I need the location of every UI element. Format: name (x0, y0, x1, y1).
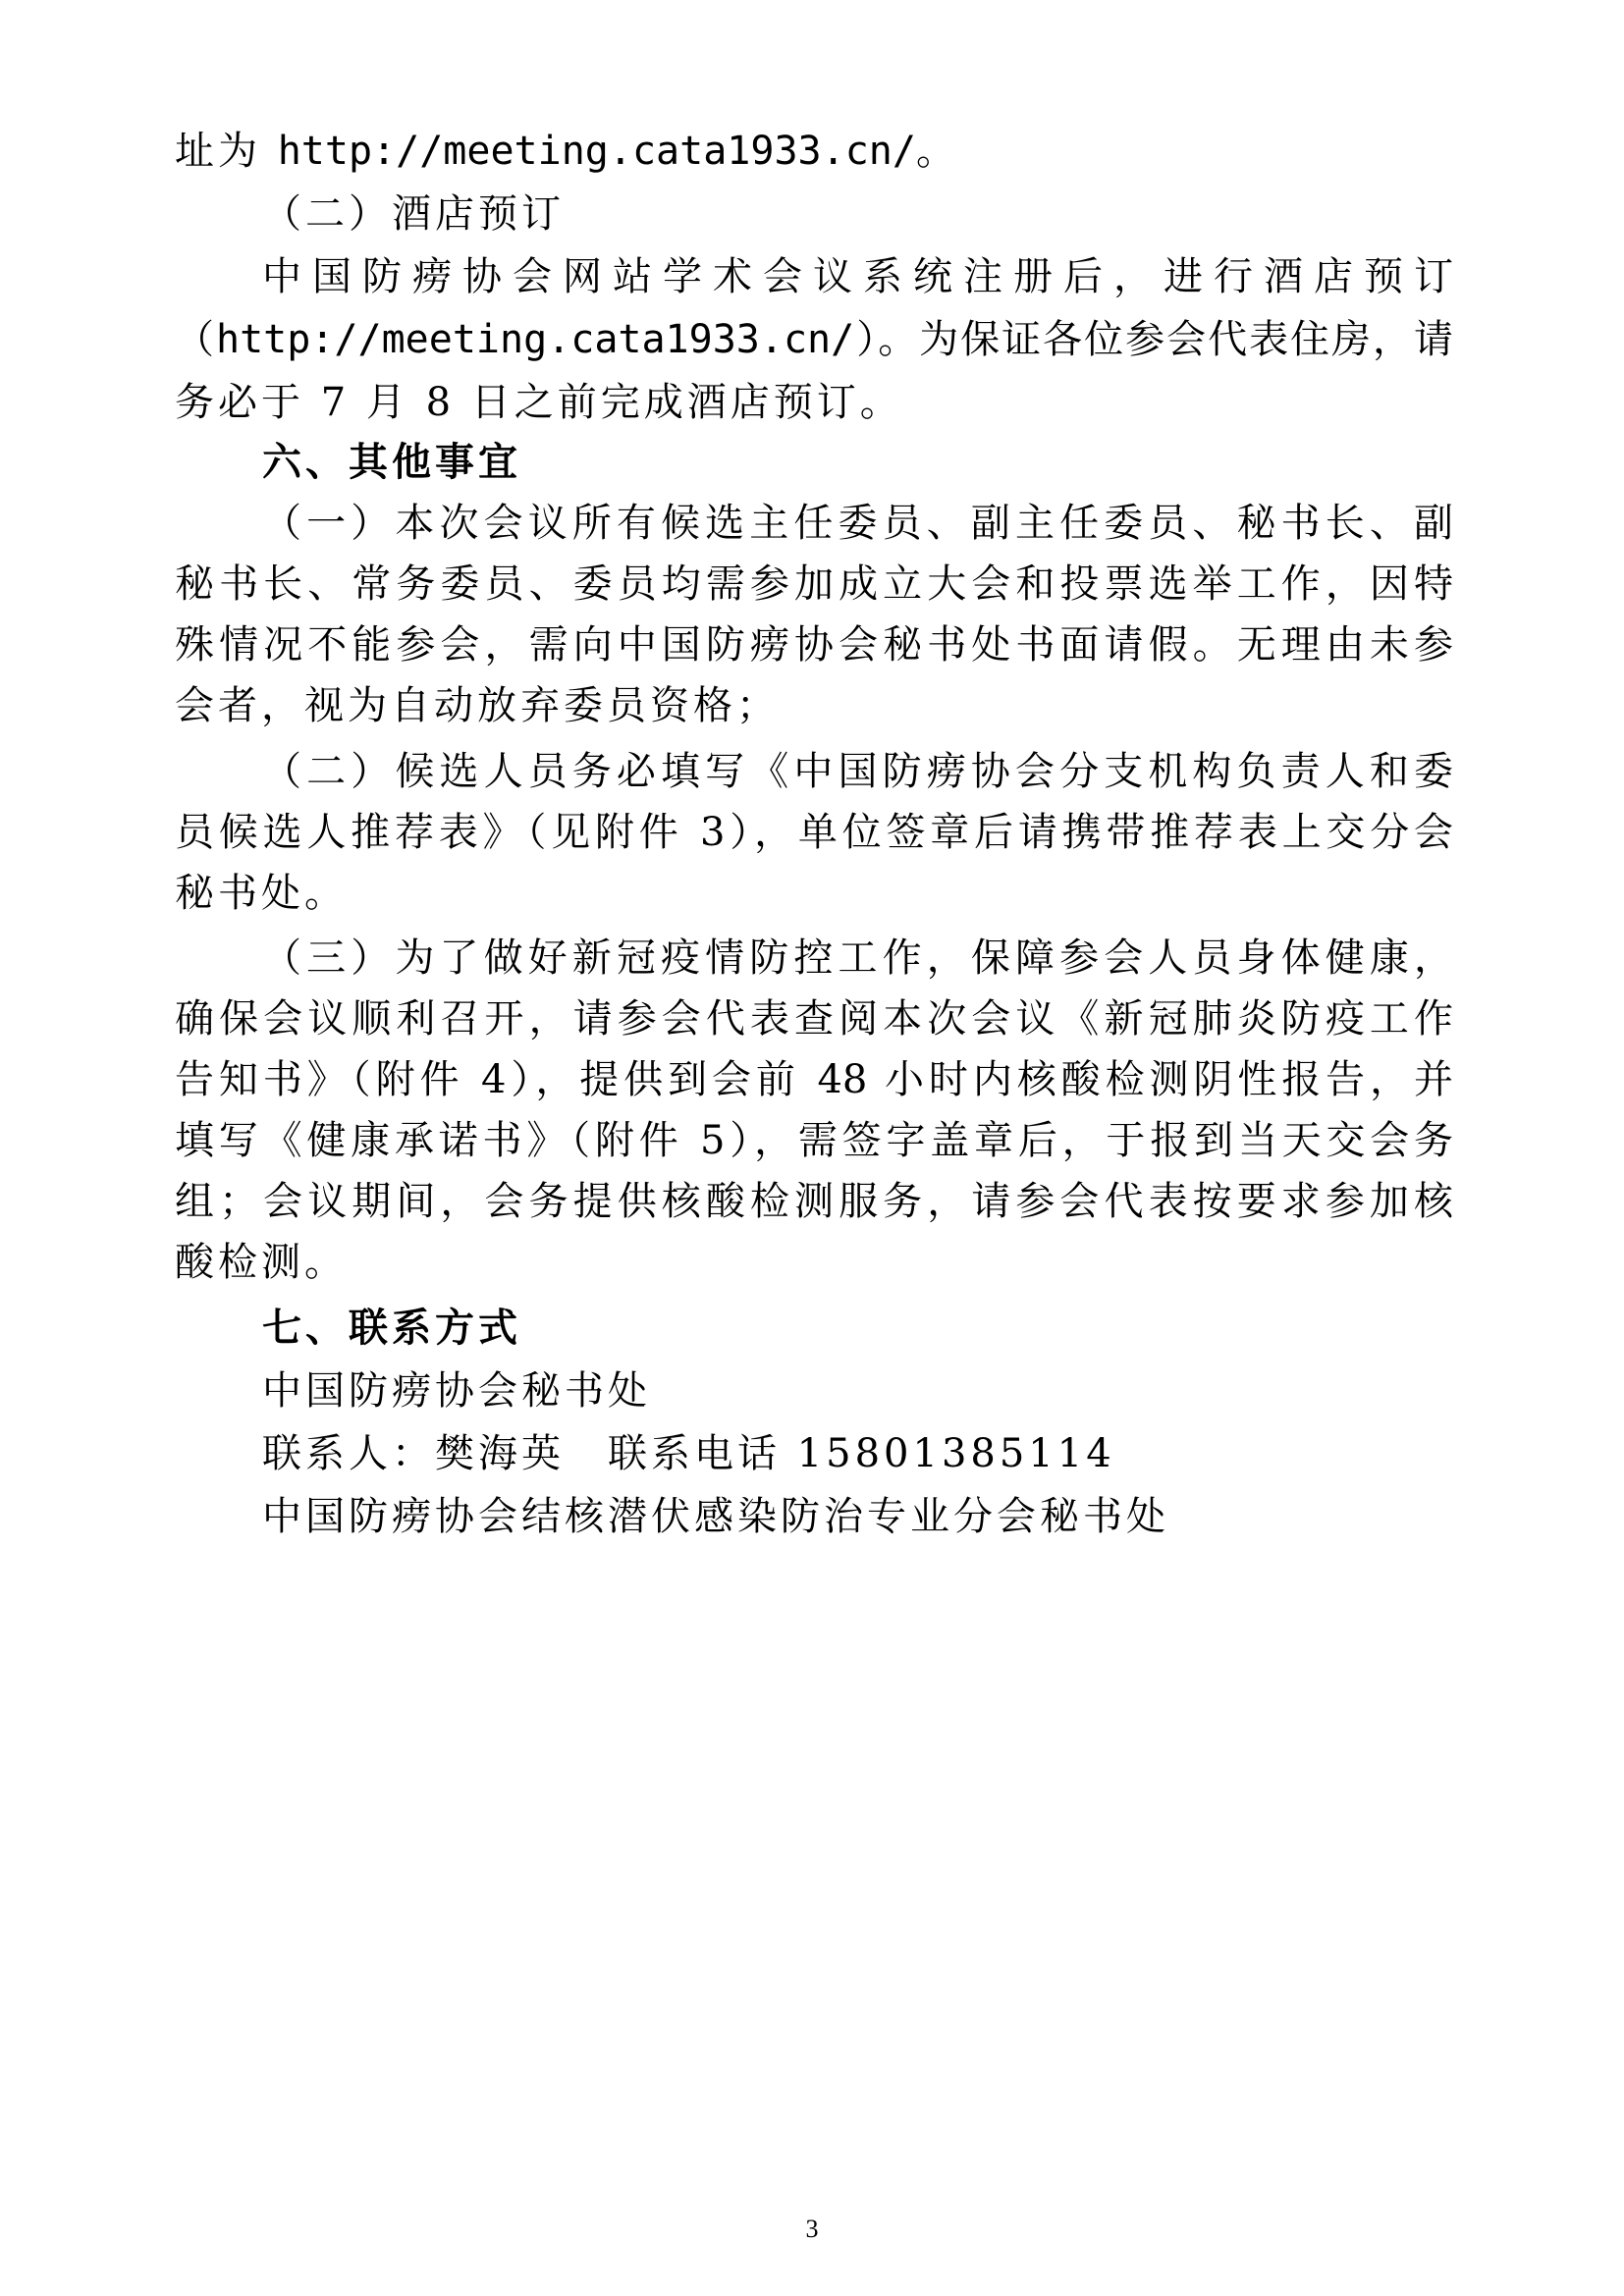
text-line-prefix: 址为 (175, 129, 278, 174)
paragraph-line: 秘书处。 (175, 871, 348, 916)
paragraph-line: 告知书》（附件 4），提供到会前 48 小时内核酸检测阴性报告，并 (175, 1057, 1453, 1102)
paragraph-line: （一）本次会议所有候选主任委员、副主任委员、秘书长、副 (262, 501, 1453, 546)
paragraph-line: 员候选人推荐表》（见附件 3），单位签章后请携带推荐表上交分会 (175, 810, 1453, 855)
meeting-url-link[interactable]: http://meeting.cata1933.cn/ (216, 317, 855, 362)
contact-organization-branch: 中国防痨协会结核潜伏感染防治专业分会秘书处 (262, 1494, 1169, 1539)
paragraph-line: 酸检测。 (175, 1240, 348, 1285)
paragraph-line: 秘书长、常务委员、委员均需参加成立大会和投票选举工作，因特 (175, 561, 1453, 607)
paragraph-line: 确保会议顺利召开，请参会代表查阅本次会议《新冠肺炎防疫工作 (175, 996, 1453, 1041)
text-line-prefix: （ (175, 317, 216, 362)
paragraph-line: （三）为了做好新冠疫情防控工作，保障参会人员身体健康， (262, 935, 1453, 981)
paragraph-line: 会者，视为自动放弃委员资格； (175, 683, 780, 728)
page-number: 3 (805, 2215, 819, 2243)
paragraph-line: 殊情况不能参会，需向中国防痨协会秘书处书面请假。无理由未参 (175, 622, 1453, 667)
text-line-suffix: 。 (915, 129, 959, 174)
meeting-url-link[interactable]: http://meeting.cata1933.cn/ (277, 129, 916, 174)
section-heading-other-matters: 六、其他事宜 (262, 440, 521, 485)
paragraph-line: （二）候选人员务必填写《中国防痨协会分支机构负责人和委 (262, 749, 1453, 794)
text-line-suffix: ）。为保证各位参会代表住房，请 (854, 317, 1454, 362)
subsection-title-hotel-booking: （二）酒店预订 (262, 191, 565, 237)
paragraph-line: 填写《健康承诺书》（附件 5），需签字盖章后，于报到当天交会务 (175, 1118, 1453, 1163)
contact-person-phone: 联系人：樊海英 联系电话 15801385114 (262, 1431, 1115, 1476)
section-heading-contact: 七、联系方式 (262, 1306, 521, 1351)
text-line (175, 312, 1453, 367)
paragraph-line: 中国防痨协会网站学术会议系统注册后，进行酒店预订 (262, 254, 1453, 299)
paragraph-line: 组；会议期间，会务提供核酸检测服务，请参会代表按要求参加核 (175, 1179, 1453, 1224)
paragraph-line: 务必于 7 月 8 日之前完成酒店预订。 (175, 380, 903, 425)
contact-organization: 中国防痨协会秘书处 (262, 1368, 651, 1414)
text-line (175, 124, 959, 179)
